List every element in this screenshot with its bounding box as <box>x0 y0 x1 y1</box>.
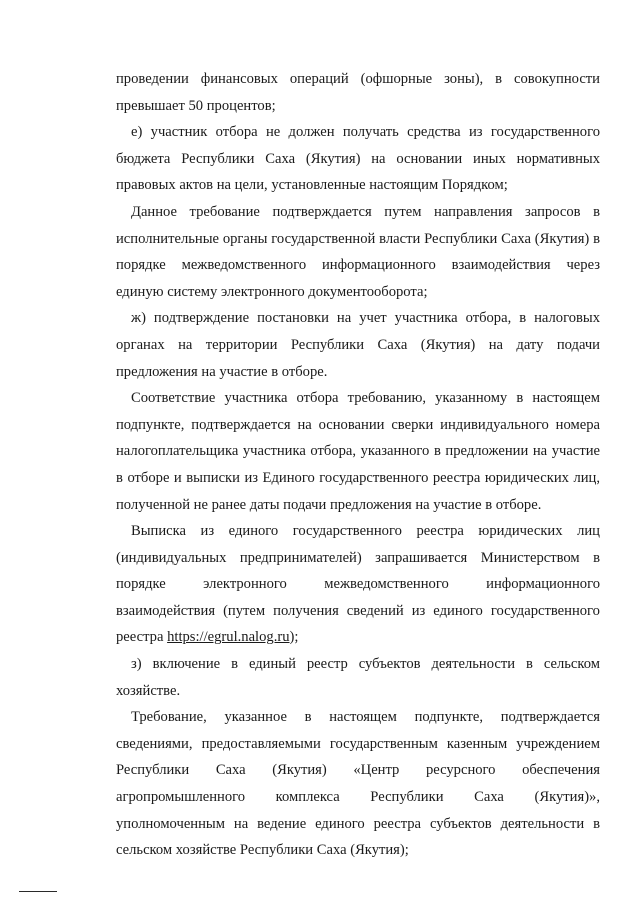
text-line: отборе и выписки из Единого государственного реестра юридических лиц, <box>127 469 600 486</box>
text-line: ж) подтверждение постановки на учет участника отбора, в налоговых <box>131 310 600 327</box>
text-line: превышает 50 процентов; <box>116 97 276 114</box>
text-line: полученной не ранее даты подачи предложения на участие в отборе. <box>116 496 542 513</box>
text-line: порядке межведомственного информационного взаимодействия через единую <box>116 257 600 300</box>
paragraph-item-zh-confirmation <box>116 385 600 518</box>
text-line: хозяйстве. <box>116 682 181 699</box>
text-line: Соответствие участника отбора требованию, указанному в настоящем <box>131 390 600 407</box>
text-line: уполномоченным на ведение единого реестра субъектов деятельности в <box>116 815 600 832</box>
text-line: ); <box>289 629 299 646</box>
text-line: (индивидуальных предпринимателей) запрашивается Министерством в <box>116 549 600 566</box>
paragraph-item-e <box>116 119 600 199</box>
text-line: агропромышленного комплекса Республики Саха (Якутия)», <box>116 789 600 806</box>
paragraph-item-e-confirmation <box>116 199 600 305</box>
text-line: Республики Саха (Якутия) «Центр ресурсного обеспечения <box>116 762 600 779</box>
text-line: органах на территории Республики Саха (Якутия) на дату подачи предложения <box>116 336 600 380</box>
text-line: правовых актов на цели, установленные настоящим Порядком; <box>116 177 508 194</box>
paragraph-item-z-confirmation <box>116 704 600 864</box>
paragraph-egrul-extract <box>116 518 600 651</box>
document-body <box>116 66 600 864</box>
paragraph-item-zh <box>116 305 600 385</box>
text-line: подпункте, подтверждается на основании сверки индивидуального номера <box>116 416 600 433</box>
text-line: проведении финансовых операций (офшорные зоны), в совокупности <box>116 71 600 87</box>
text-line: систему электронного документооборота; <box>167 283 428 300</box>
text-line: порядке электронного межведомственного информационного взаимодействия <box>116 576 600 619</box>
text-line: з) включение в единый реестр субъектов деятельности в сельском <box>131 656 600 673</box>
egrul-link[interactable]: https://egrul.nalog.ru <box>167 629 290 646</box>
footnote-divider <box>19 891 57 892</box>
text-line: сведениями, предоставляемыми государственным казенным учреждением <box>116 735 600 752</box>
text-line: (путем получения сведений из единого государственного реестра <box>116 602 600 646</box>
paragraph-item-z <box>116 651 600 704</box>
text-line: исполнительные органы государственной власти Республики Саха (Якутия) в <box>116 230 600 247</box>
text-line: сельском хозяйстве Республики Саха (Якутия); <box>116 842 409 859</box>
text-line: бюджета Республики Саха (Якутия) на основании иных нормативных <box>116 150 600 167</box>
text-line: Требование, указанное в настоящем подпункте, подтверждается <box>131 709 600 726</box>
paragraph-offshore-continuation <box>116 66 600 119</box>
text-line: е) участник отбора не должен получать средства из государственного <box>131 124 600 141</box>
text-line: Выписка из единого государственного реестра юридических лиц <box>131 523 600 540</box>
text-line: налогоплательщика участника отбора, указанного в предложении на участие в <box>116 443 600 486</box>
text-line: Данное требование подтверждается путем направления запросов в <box>131 203 600 220</box>
text-line: на участие в отборе. <box>201 363 328 380</box>
